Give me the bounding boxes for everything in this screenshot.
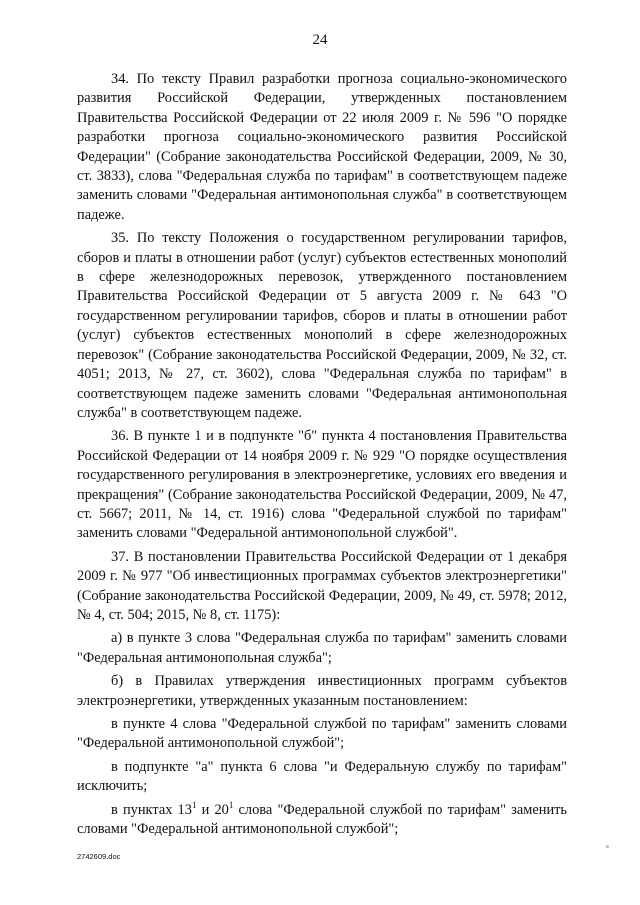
paragraph-37: 37. В постановлении Правительства Российской Федерации от 1 декабря 2009 г. № 977 "Об инвестиционных программах субъектов электроэнергетики" (Собрание законодательства Российской Федерации, 2009, № 49, ст. 5978; 2012, № 4, ст. 504; 2015, № 8, ст. 1175): bbox=[77, 548, 567, 623]
paragraph-37-b: б) в Правилах утверждения инвестиционных программ субъектов электроэнергетики, утвержденных указанным постановлением: bbox=[77, 673, 567, 709]
paragraph-36: 36. В пункте 1 и в подпункте "б" пункта 4 постановления Правительства Российской Федерации от 14 ноября 2009 г. № 929 "О порядке осуществления государственного регулирования в электроэнергетике, условиях его введения и прекращения" (Собрание законодательства Российской Федерации, 2009, № 47, ст. 5667; 2011, № 14, ст. 1916) слова "Федеральной службой по тарифам" заменить словами "Федеральной антимонопольной службой". bbox=[77, 428, 567, 542]
paragraph-35: 35. По тексту Положения о государственном регулировании тарифов, сборов и платы в отношении работ (услуг) субъектов естественных монополий в сфере железнодорожных перевозок, утвержденного постановлением Правительства Российской Федерации от 5 августа 2009 г. № 643 "О государственном регулировании тарифов, сборов и платы в отношении работ (услуг) субъектов естественных монополий в сфере железнодорожных перевозок" (Собрание законодательства Российской Федерации, 2009, № 32, ст. 4051; 2013, № 27, ст. 3602), слова "Федеральная служба по тарифам" в соответствующем падеже заменить словами "Федеральная антимонопольная служба" в соответствующем падеже. bbox=[77, 230, 567, 421]
scan-speck bbox=[606, 845, 609, 848]
paragraph-37-b-item-2: в подпункте "а" пункта 6 слова "и Федеральную службу по тарифам" исключить; bbox=[77, 758, 567, 795]
paragraph-37-a: а) в пункте 3 слова "Федеральная служба по тарифам" заменить словами "Федеральная антимонопольная служба"; bbox=[77, 630, 567, 666]
superscript-20: 1 bbox=[228, 799, 234, 810]
page-number: 24 bbox=[312, 32, 328, 48]
last-item-middle: и 20 bbox=[196, 801, 229, 818]
paragraph-37-b-item-1: в пункте 4 слова "Федеральной службой по тарифам" заменить словами "Федеральной антимонопольной службой"; bbox=[77, 716, 567, 752]
document-file-code: 2742609.doc bbox=[77, 852, 121, 861]
superscript-13: 1 bbox=[191, 799, 197, 810]
last-item-prefix: в пунктах 13 bbox=[111, 801, 192, 818]
paragraph-37-b-item-3 bbox=[77, 801, 567, 840]
last-item-suffix: слова "Федеральной службой по тарифам" заменить словами "Федеральной антимонопольной службой"; bbox=[77, 801, 567, 838]
document-body bbox=[77, 66, 567, 839]
paragraph-34: 34. По тексту Правил разработки прогноза социально-экономического развития Российской Федерации, утвержденных постановлением Правительства Российской Федерации от 22 июля 2009 г. № 596 "О порядке разработки прогноза социально-экономического развития Российской Федерации" (Собрание законодательства Российской Федерации, 2009, № 30, ст. 3833), слова "Федеральная служба по тарифам" в соответствующем падеже заменить словами "Федеральная антимонопольная служба" в соответствующем падеже. bbox=[77, 71, 567, 223]
